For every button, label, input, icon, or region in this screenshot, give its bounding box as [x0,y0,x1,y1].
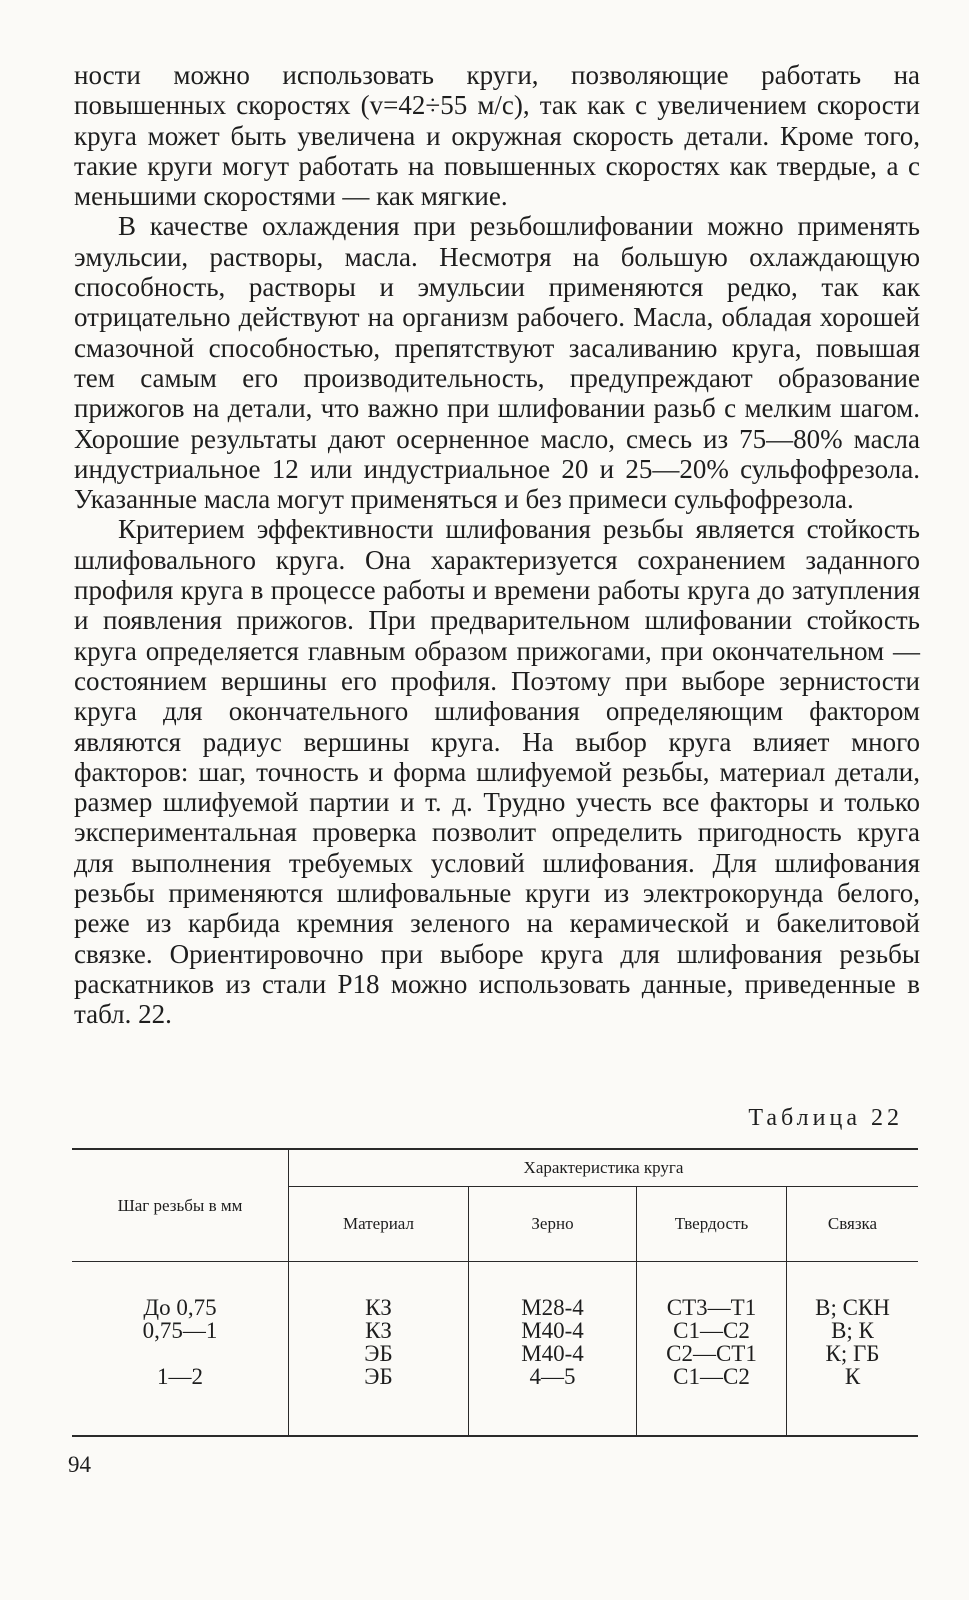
cell-hardness [637,1262,787,1437]
grain-value: 4—5 [529,1364,576,1389]
grain-value: М40-4 [521,1341,584,1366]
bond-value: В; К [831,1318,874,1343]
pitch-value: До 0,75 [143,1295,217,1320]
page-number: 94 [68,1452,91,1477]
pitch-value: 1—2 [157,1364,203,1389]
col-header-pitch: Шаг резьбы в мм [72,1149,289,1262]
grain-value: М40-4 [521,1318,584,1343]
col-header-hardness: Твердость [637,1187,787,1262]
cell-grain [469,1262,637,1437]
hardness-value: С1—С2 [673,1364,750,1389]
hardness-value: СТ3—Т1 [666,1295,757,1320]
data-table [72,1148,918,1437]
cell-material [289,1262,469,1437]
material-value: КЗ [365,1318,392,1343]
grain-value: М28-4 [521,1295,584,1320]
paragraph-3: Критерием эффективности шлифования резьбы является стойкость шлифовального круга. Она характеризуется сохранением заданного профиля круга в процессе работы и времени работы круга до затупления и появления прижогов. При предварительном шлифовании стойкость круга определяется главным образом прижогами, при окончательном — состоянием вершины его профиля. Поэтому при выборе зернистости круга для окончательного шлифования определяющим фактором являются радиус вершины круга. На выбор круга влияет много факторов: шаг, точность и форма шлифуемой резьбы, материал детали, размер шлифуемой партии и т. д. Трудно учесть все факторы и только экспериментальная проверка позволит определить пригодность круга для выполнения требуемых условий шлифования. Для шлифования резьбы применяются шлифовальные круги из электрокорунда белого, реже из карбида кремния зеленого на керамической и бакелитовой связке. Ориентировочно при выборе круга для шлифования резьбы раскатников из стали Р18 можно использовать данные, приведенные в табл. 22. [74,514,920,1030]
col-header-bond: Связка [787,1187,919,1262]
paragraph-1: ности можно использовать круги, позволяющие работать на повышенных скоростях (v=42÷55 м/с), так как с увеличением скорости круга может быть увеличена и окружная скорость детали. Кроме того, такие круги могут работать на повышенных скоростях как твердые, а с меньшими скоростями — как мягкие. [74,60,920,212]
table-row [72,1262,918,1437]
pitch-value [73,1342,287,1365]
col-header-material: Материал [289,1187,469,1262]
bond-value: К [844,1364,861,1389]
col-header-grain: Зерно [469,1187,637,1262]
hardness-value: С1—С2 [673,1318,750,1343]
paragraph-2: В качестве охлаждения при резьбошлифовании можно применять эмульсии, растворы, масла. Несмотря на большую охлаждающую способность, растворы и эмульсии применяются редко, так как отрицательно действуют на организм рабочего. Масла, обладая хорошей смазочной способностью, препятствуют засаливанию круга, повышая тем самым его производительность, предупреждают образование прижогов на детали, что важно при шлифовании разьб с мелким шагом. Хорошие результаты дают осерненное масло, смесь из 75—80% масла индустриальное 12 или индустриальное 20 и 25—20% сульфофрезола. Указанные масла могут применяться и без примеси сульфофрезола. [74,211,920,515]
table-caption: Таблица 22 [748,1105,903,1131]
hardness-value: С2—СТ1 [666,1341,757,1366]
material-value: КЗ [365,1295,392,1320]
material-value: ЭБ [364,1364,393,1389]
cell-pitch [72,1262,289,1437]
group-header-characteristics: Характеристика круга [289,1149,919,1187]
material-value: ЭБ [364,1341,393,1366]
bond-value: К; ГБ [825,1341,880,1366]
body-text [74,60,920,1030]
bond-value: В; СКН [815,1295,890,1320]
pitch-value: 0,75—1 [142,1318,218,1343]
cell-bond [787,1262,919,1437]
